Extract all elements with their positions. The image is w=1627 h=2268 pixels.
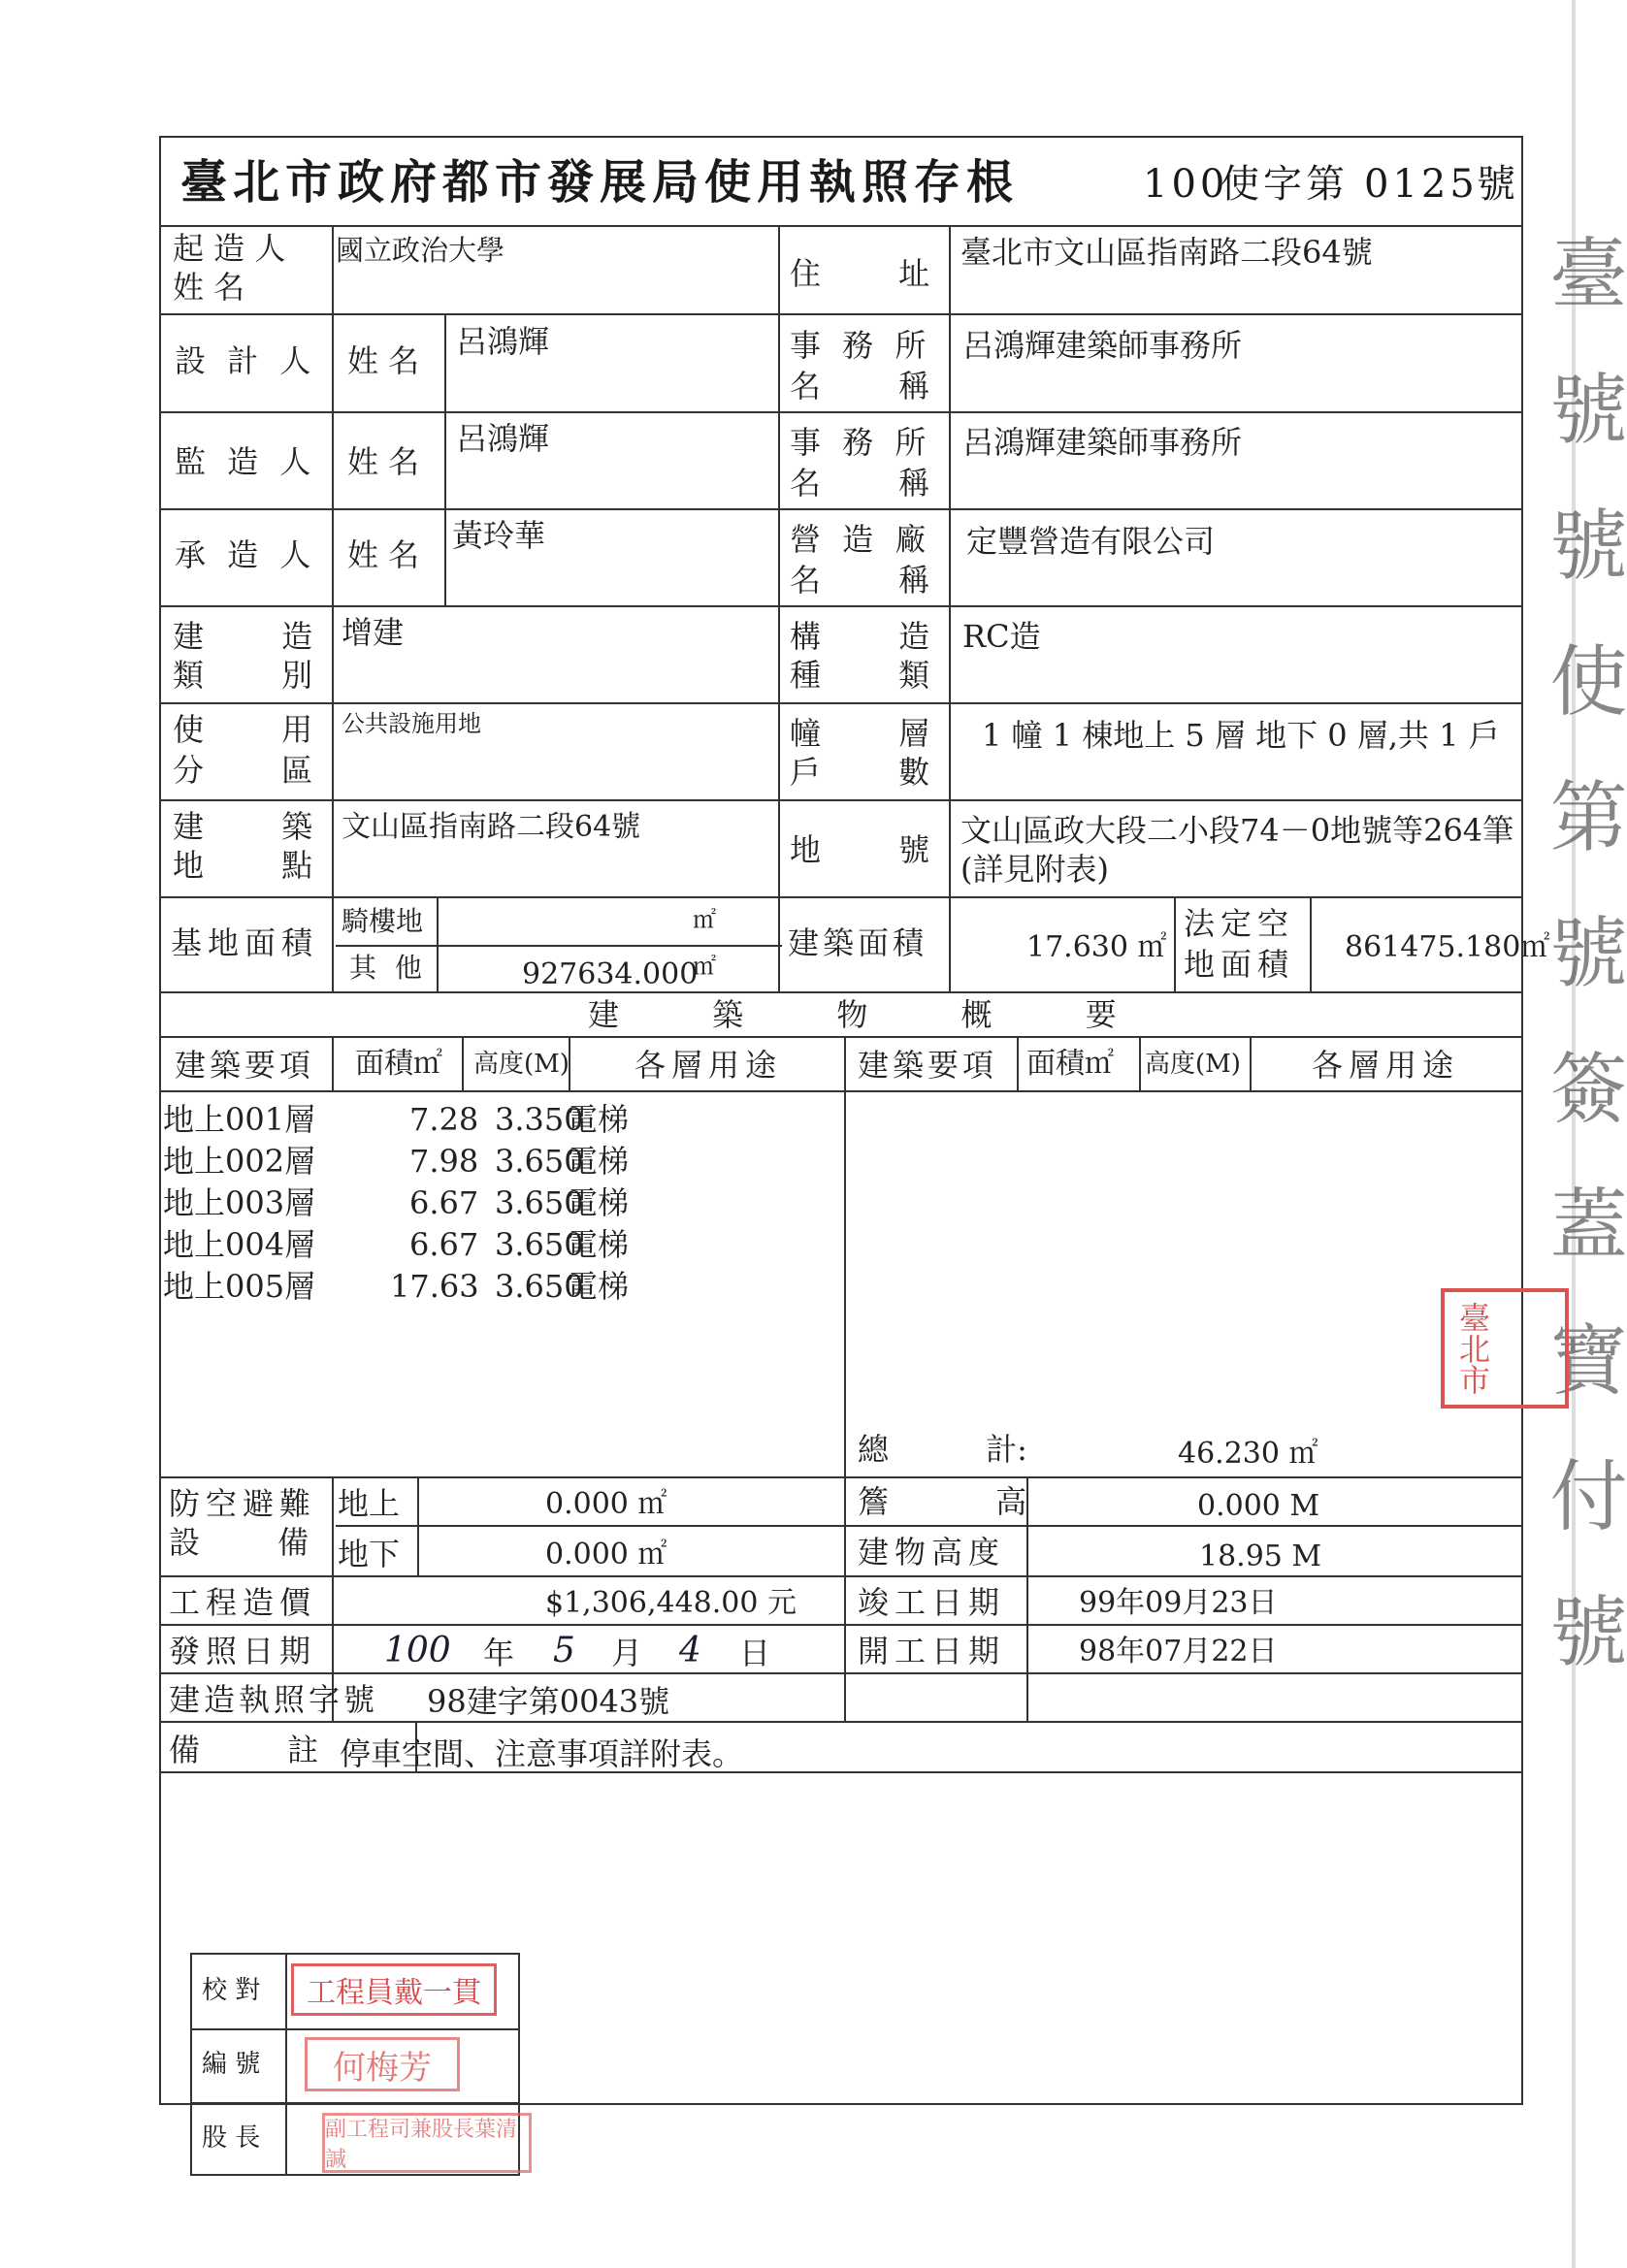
floor-area: 17.63 bbox=[390, 1268, 479, 1305]
contractor-factory: 定豐營造有限公司 bbox=[966, 523, 1216, 560]
designer-label: 設 計 人 bbox=[175, 342, 311, 379]
start-date-value: 98年07月22日 bbox=[1079, 1635, 1278, 1669]
site-area-label: 基地面積 bbox=[171, 924, 319, 961]
col-line bbox=[462, 1036, 464, 1090]
col-line bbox=[1139, 1036, 1141, 1090]
col-line bbox=[1017, 1036, 1019, 1090]
floors-label-1: 幢 層 bbox=[790, 715, 930, 752]
cost-value: $1,306,448.00 元 bbox=[545, 1586, 797, 1620]
use-header-left: 各層用途 bbox=[635, 1047, 783, 1084]
address-label: 住 址 bbox=[790, 255, 930, 292]
shelter-label-1: 防空避難 bbox=[169, 1485, 317, 1522]
designer-office: 呂鴻輝建築師事務所 bbox=[962, 327, 1243, 364]
structure-label-1: 構 造 bbox=[790, 618, 930, 655]
row-line bbox=[159, 896, 1523, 898]
arcade-label: 騎樓地 bbox=[342, 905, 424, 937]
bldg-height-value: 18.95 M bbox=[1199, 1539, 1322, 1573]
permit-prefix: 100 bbox=[1143, 162, 1229, 207]
designer-office-label-2: 名 稱 bbox=[790, 368, 930, 405]
other-area: 927634.000 bbox=[522, 957, 699, 991]
lot-no-value-2: (詳見附表) bbox=[960, 851, 1109, 888]
supervisor-label: 監 造 人 bbox=[175, 443, 311, 480]
issue-day-label: 日 bbox=[739, 1635, 771, 1671]
floor-use: 電梯 bbox=[567, 1184, 630, 1221]
address-value: 臺北市文山區指南路二段64號 bbox=[960, 234, 1373, 271]
total-label: 總 計: bbox=[858, 1431, 1027, 1468]
remark-label: 備 註 bbox=[169, 1732, 319, 1768]
floor-use: 電梯 bbox=[567, 1268, 630, 1305]
other-label: 其 他 bbox=[349, 952, 422, 984]
official-seal bbox=[1441, 1288, 1569, 1409]
floor-name: 地上005層 bbox=[163, 1268, 316, 1305]
floor-area: 7.28 bbox=[409, 1101, 479, 1138]
designer-name-label: 姓 名 bbox=[347, 342, 420, 379]
col-line bbox=[444, 313, 446, 605]
floor-use: 電梯 bbox=[567, 1143, 630, 1180]
remark-value: 停車空間、注意事項詳附表。 bbox=[340, 1735, 744, 1772]
col-line bbox=[417, 1476, 419, 1575]
item-header-left: 建築要項 bbox=[175, 1047, 315, 1084]
margin-text: 臺號號使第號簽蓋寶付號 bbox=[1537, 233, 1627, 1727]
floor-height: 3.650 bbox=[495, 1184, 584, 1221]
row-line bbox=[159, 225, 1523, 227]
contractor-factory-label-2: 名 稱 bbox=[790, 562, 930, 599]
floor-name: 地上001層 bbox=[163, 1101, 316, 1138]
row-line bbox=[159, 1624, 1523, 1626]
floor-name: 地上002層 bbox=[163, 1143, 316, 1180]
total-value: 46.230 ㎡ bbox=[1178, 1437, 1318, 1471]
floor-height: 3.650 bbox=[495, 1226, 584, 1263]
shelter-below-value: 0.000 ㎡ bbox=[545, 1538, 667, 1571]
area-header-right: 面積㎡ bbox=[1026, 1047, 1114, 1081]
designer-office-label-1: 事 務 所 bbox=[790, 327, 927, 364]
approval-line bbox=[285, 1955, 287, 2174]
designer-name: 呂鴻輝 bbox=[456, 323, 550, 360]
zone-label-2: 分 區 bbox=[173, 752, 313, 789]
approval-line bbox=[192, 2102, 518, 2104]
col-line bbox=[844, 1476, 846, 1721]
shelter-above-value: 0.000 ㎡ bbox=[545, 1487, 667, 1521]
row-line bbox=[844, 1525, 1523, 1527]
floor-name: 地上003層 bbox=[163, 1184, 316, 1221]
height-header-right: 高度(M) bbox=[1145, 1050, 1241, 1079]
floor-area: 7.98 bbox=[409, 1143, 479, 1180]
floor-area: 6.67 bbox=[409, 1226, 479, 1263]
row-line bbox=[159, 1476, 1523, 1478]
row-line bbox=[159, 991, 1523, 993]
contractor-label: 承 造 人 bbox=[175, 536, 311, 573]
build-type-label-2: 類 別 bbox=[173, 657, 313, 694]
site-label-2: 地 點 bbox=[173, 847, 313, 884]
row-line bbox=[336, 945, 782, 947]
chief-label: 股 長 bbox=[202, 2123, 261, 2153]
site-label-1: 建 築 bbox=[173, 808, 313, 845]
floor-height: 3.350 bbox=[495, 1101, 584, 1138]
number-label: 編 號 bbox=[202, 2050, 261, 2079]
structure-label-2: 種 類 bbox=[790, 657, 930, 694]
structure-value: RC造 bbox=[962, 618, 1041, 655]
floors-value: 1 幢 1 棟地上 5 層 地下 0 層,共 1 戶 bbox=[982, 717, 1500, 754]
contractor-factory-label-1: 營 造 廠 bbox=[790, 521, 927, 558]
col-line bbox=[332, 225, 334, 993]
legal-open-value: 861475.180㎡ bbox=[1345, 930, 1550, 964]
supervisor-name-label: 姓 名 bbox=[347, 443, 420, 480]
building-area-value: 17.630 ㎡ bbox=[1026, 930, 1167, 964]
col-line bbox=[1310, 896, 1312, 991]
build-permit-label: 建造執照字號 bbox=[169, 1681, 379, 1718]
col-line bbox=[1174, 896, 1176, 991]
overview-title: 建 築 物 概 要 bbox=[588, 996, 1117, 1033]
check-label: 校 對 bbox=[202, 1976, 261, 2005]
col-line bbox=[844, 1036, 846, 1476]
eave-label: 簷 高 bbox=[858, 1483, 1027, 1520]
issue-month-label: 月 bbox=[611, 1635, 643, 1671]
issue-day: 4 bbox=[679, 1631, 701, 1670]
contractor-name: 黃玲華 bbox=[452, 517, 546, 554]
col-line bbox=[778, 225, 780, 991]
site-value: 文山區指南路二段64號 bbox=[342, 810, 641, 844]
building-area-label: 建築面積 bbox=[788, 924, 928, 961]
floor-area: 6.67 bbox=[409, 1184, 479, 1221]
cost-label: 工程造價 bbox=[169, 1584, 317, 1621]
row-line bbox=[159, 411, 1523, 413]
col-line bbox=[1026, 1476, 1028, 1721]
area-header-left: 面積㎡ bbox=[355, 1047, 442, 1081]
shelter-above-label: 地上 bbox=[338, 1485, 401, 1522]
col-line bbox=[1250, 1036, 1252, 1090]
col-line bbox=[332, 1036, 334, 1090]
row-line bbox=[159, 1721, 1523, 1723]
legal-open-label-2: 地面積 bbox=[1184, 946, 1295, 983]
supervisor-office-label-1: 事 務 所 bbox=[790, 424, 927, 461]
owner-value: 國立政治大學 bbox=[336, 234, 505, 267]
row-line bbox=[159, 605, 1523, 607]
row-line bbox=[159, 1036, 1523, 1038]
build-permit-value: 98建字第0043號 bbox=[427, 1683, 670, 1720]
supervisor-office: 呂鴻輝建築師事務所 bbox=[962, 424, 1243, 461]
row-line bbox=[159, 1090, 1523, 1092]
shelter-label-2: 設 備 bbox=[169, 1524, 309, 1561]
document-title: 臺北市政府都市發展局使用執照存根 bbox=[180, 155, 1020, 210]
build-type-label-1: 建 造 bbox=[173, 618, 313, 655]
supervisor-office-label-2: 名 稱 bbox=[790, 465, 930, 502]
row-line bbox=[159, 702, 1523, 704]
legal-open-label-1: 法定空 bbox=[1184, 905, 1295, 942]
floor-use: 電梯 bbox=[567, 1226, 630, 1263]
supervisor-name: 呂鴻輝 bbox=[456, 420, 550, 457]
chief-stamp: 副工程司兼股長葉清諴 bbox=[322, 2113, 532, 2173]
number-stamp: 何梅芳 bbox=[305, 2037, 460, 2091]
row-line bbox=[159, 1672, 1523, 1674]
bldg-height-label: 建物高度 bbox=[858, 1534, 1006, 1571]
contractor-name-label: 姓 名 bbox=[347, 536, 420, 573]
build-type-value: 增建 bbox=[342, 614, 405, 651]
complete-date-value: 99年09月23日 bbox=[1079, 1586, 1278, 1620]
floors-label-2: 戶 數 bbox=[790, 754, 930, 791]
use-header-right: 各層用途 bbox=[1312, 1047, 1460, 1084]
height-header-left: 高度(M) bbox=[473, 1050, 569, 1079]
check-stamp: 工程員戴一貫 bbox=[291, 1963, 497, 2016]
issue-year: 100 bbox=[384, 1631, 451, 1670]
zone-label-1: 使 用 bbox=[173, 711, 313, 748]
owner-label-2: 姓 名 bbox=[173, 269, 245, 306]
row-line bbox=[336, 1525, 844, 1527]
complete-date-label: 竣工日期 bbox=[858, 1584, 1006, 1621]
other-unit: ㎡ bbox=[693, 953, 716, 980]
item-header-right: 建築要項 bbox=[858, 1047, 998, 1084]
floor-height: 3.650 bbox=[495, 1143, 584, 1180]
floor-height: 3.650 bbox=[495, 1268, 584, 1305]
row-line bbox=[159, 508, 1523, 510]
lot-no-label: 地 號 bbox=[790, 831, 930, 868]
row-line bbox=[159, 799, 1523, 801]
issue-date-label: 發照日期 bbox=[169, 1633, 317, 1669]
zone-value: 公共設施用地 bbox=[342, 710, 481, 737]
floor-use: 電梯 bbox=[567, 1101, 630, 1138]
start-date-label: 開工日期 bbox=[858, 1633, 1006, 1669]
lot-no-value-1: 文山區政大段二小段74－0地號等264筆 bbox=[960, 812, 1514, 849]
permit-suffix: 號 bbox=[1477, 162, 1519, 207]
approval-line bbox=[192, 2028, 518, 2030]
shelter-below-label: 地下 bbox=[338, 1536, 401, 1572]
issue-month: 5 bbox=[553, 1631, 575, 1670]
row-line bbox=[159, 313, 1523, 315]
seal-text: 臺北市 bbox=[1454, 1302, 1491, 1395]
floor-name: 地上004層 bbox=[163, 1226, 316, 1263]
col-line bbox=[949, 225, 951, 991]
owner-label-1: 起 造 人 bbox=[173, 230, 286, 267]
permit-mid: 使字第 bbox=[1220, 162, 1349, 207]
arcade-unit: ㎡ bbox=[693, 906, 716, 933]
col-line bbox=[437, 896, 439, 991]
issue-year-label: 年 bbox=[483, 1635, 515, 1671]
row-line bbox=[159, 1575, 1523, 1577]
permit-number: 0125 bbox=[1364, 162, 1479, 207]
eave-value: 0.000 M bbox=[1197, 1489, 1320, 1523]
